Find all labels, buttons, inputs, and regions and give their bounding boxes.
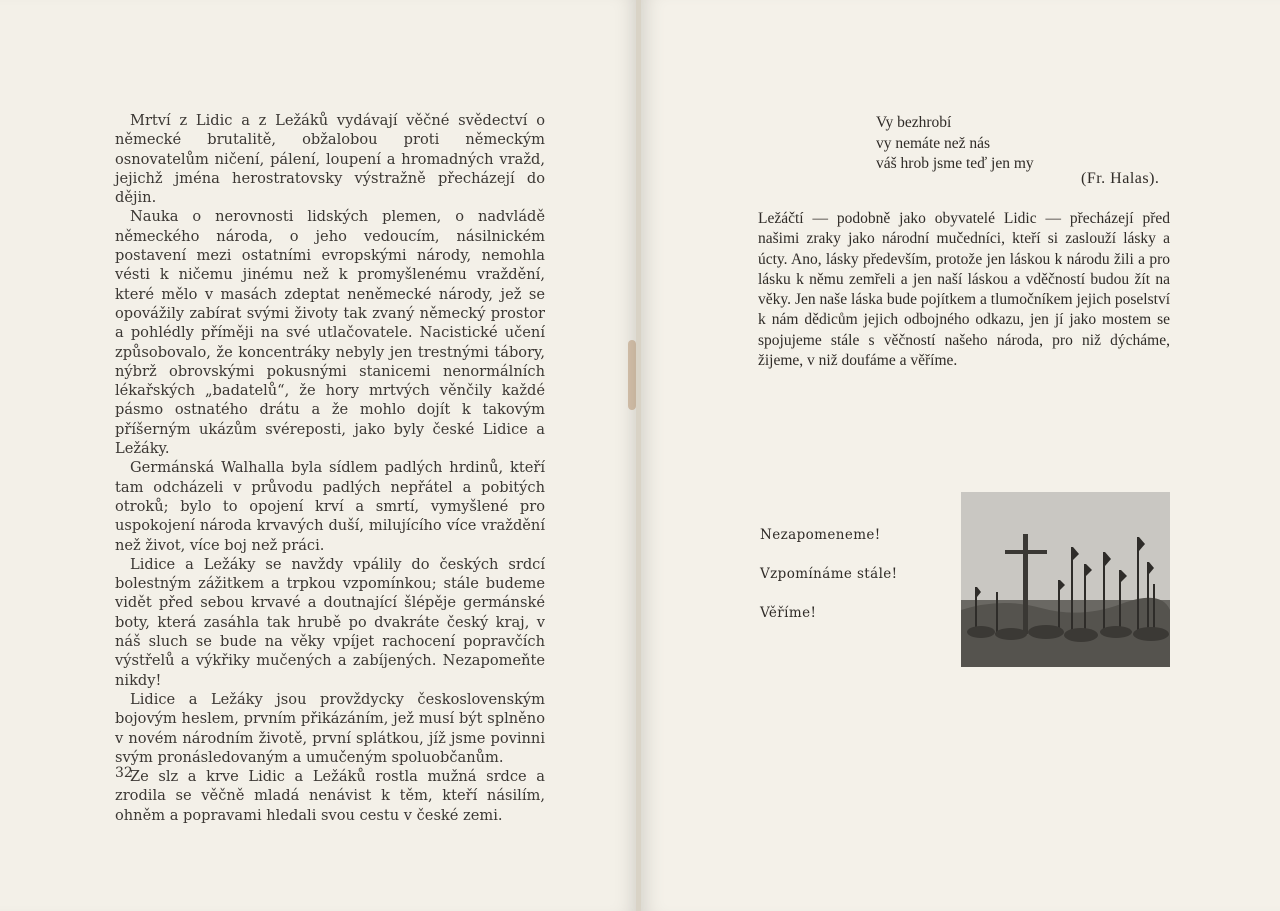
slogan: Nezapomeneme! (760, 527, 881, 543)
poem-line: váš hrob jsme teď jen my (876, 155, 1034, 172)
memorial-cross-illustration (961, 492, 1170, 667)
left-page (0, 0, 638, 911)
paragraph: Nauka o nerovnosti lidských plemen, o nadvládě německého národa, o jeho vedoucím, násilnickém postavení mezi ostatními evropskými národy, nemohla vésti k ničemu jinému než k promyšlenému vraždění, které mělo v masách zdeptat neněmecké národy, jež se opovážily zabírat svými životy tak zvaný německý prostor a pohlédly příměji na své utlačovatele. Nacistické učení způsobovalo, že koncentráky nebyly jen trestnými tábory, nýbrž obrovskými pokusnými stanicemi nenormálních lékařských „badatelů“, že hory mrtvých věnčily každé pásmo ostnatého drátu a že mohlo dojít k takovým příšerným ukázům svéreposti, jako byly české Lidice a Ležáky. (115, 208, 545, 458)
slogan: Věříme! (760, 605, 817, 621)
page-number: 32 (115, 765, 133, 781)
poem-author: (Fr. Halas). (1081, 170, 1160, 187)
left-page-text (115, 111, 545, 825)
paragraph: Lidice a Ležáky se navždy vpálily do českých srdcí bolestným zážitkem a trpkou vzpomínkou; stále budeme vidět před sebou krvavé a doutnající šlépěje germánské boty, která zasáhla tak hrubě po dvakráte český kraj, v náš sluch se bude na věky vpíjet rachocení popravčích výstřelů a výkřiky mučených a zabíjených. Nezapomeňte nikdy! (115, 555, 545, 689)
paragraph: Germánská Walhalla byla sídlem padlých hrdinů, kteří tam odcházeli v průvodu padlých nepřátel a pobitých otroků; bylo to opojení krví a smrtí, vymyšlené pro uspokojení národa krvavých duší, milujícího více vraždění než život, více boj než práci. (115, 459, 545, 554)
paragraph: Mrtví z Lidic a z Ležáků vydávají věčné svědectví o německé brutalitě, obžalobou proti německým osnovatelům ničení, pálení, loupení a hromadných vražd, jejichž jména herostratovsky výstražně přecházejí do dějin. (115, 112, 545, 207)
slogan: Vzpomínáme stále! (760, 566, 898, 582)
right-page-text (758, 209, 1170, 371)
paragraph: Lidice a Ležáky jsou provždycky československým bojovým heslem, prvním přikázáním, jež musí být splněno v novém národním životě, první splátkou, jíž jsme povinni svým pronásledovaným a umučeným spoluobčanům. (115, 690, 545, 766)
poem-line: Vy bezhrobí (876, 114, 952, 131)
paragraph: Ze slz a krve Lidic a Ležáků rostla mužná srdce a zrodila se věčně mladá nenávist k těm, kteří násilím, ohněm a popravami hledali svou cestu v české zemi. (115, 768, 545, 824)
slogans (760, 527, 898, 644)
paragraph: Ležáčtí — podobně jako obyvatelé Lidic — přecházejí před našimi zraky jako národní mučedníci, kteří si zaslouží lásky a úcty. Ano, lásky především, protože jen láskou k národu žili a pro lásku k němu zemřeli a jen naší láskou a vděčností budou žít na věky. Jen naše láska bude pojítkem a tlumočníkem jejich poselství k nám dědicům jejich odbojného odkazu, jen jí jako mostem se spojujeme stále s věčností našeho národa, pro niž dýcháme, žijeme, v niž doufáme a věříme. (758, 210, 1170, 370)
poem-quote (876, 113, 1034, 175)
memorial-photo (961, 492, 1170, 667)
poem-line: vy nemáte než nás (876, 134, 991, 152)
binding-stain (628, 340, 636, 410)
